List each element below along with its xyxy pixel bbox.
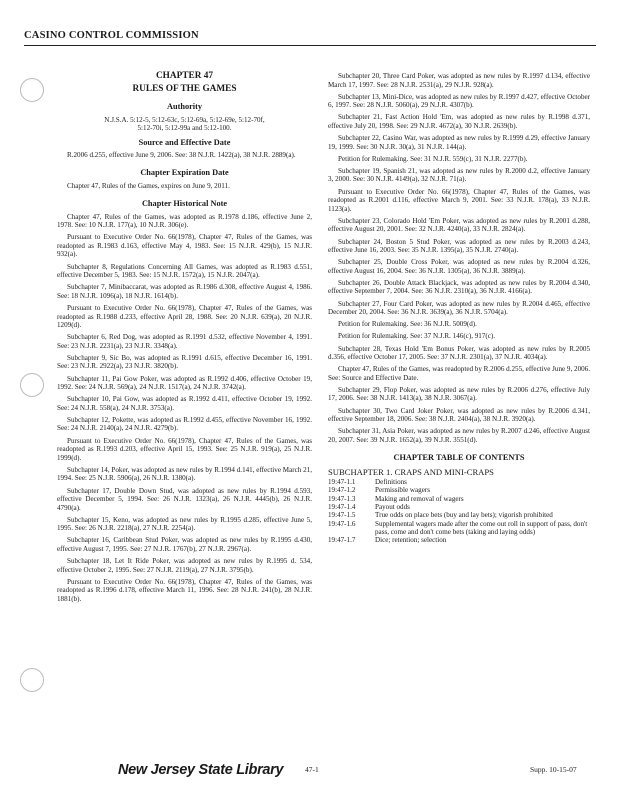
- toc-entry: [328, 520, 590, 537]
- history-notes: [57, 213, 312, 604]
- note-paragraph: Subchapter 14, Poker, was adopted as new rules by R.1994 d.141, effective March 21, 1994. See: 25 N.J.R. 5906(a), 26 N.J.R. 1380(a).: [57, 465, 312, 483]
- chapter-number: CHAPTER 47: [155, 71, 214, 81]
- history-heading: Chapter Historical Note: [141, 199, 228, 209]
- header-rule: [24, 45, 596, 46]
- source-text: R.2006 d.255, effective June 9, 2006. See: 38 N.J.R. 1422(a), 38 N.J.R. 2889(a).: [67, 151, 296, 160]
- note-paragraph: Chapter 47, Rules of the Games, was adopted as R.1978 d.186, effective June 2, 1978. See: 10 N.J.R. 177(a), 10 N.J.R. 306(e).: [57, 212, 312, 230]
- expiration-text: Chapter 47, Rules of the Games, expires on June 9, 2011.: [67, 181, 230, 190]
- note-paragraph: Subchapter 7, Minibaccarat, was adopted as R.1986 d.308, effective August 4, 1986. See: 18 N.J.R. 1096(a), 18 N.J.R. 1614(b).: [57, 283, 312, 300]
- toc-entry: [328, 536, 590, 544]
- note-paragraph: Petition for Rulemaking. See: 37 N.J.R. 146(c), 917(c).: [338, 332, 496, 341]
- page-header: CASINO CONTROL COMMISSION: [24, 30, 199, 41]
- toc-entry: [328, 503, 590, 511]
- history-notes-continued: [328, 72, 590, 444]
- toc-section-number: 19:47-1.6: [328, 519, 356, 528]
- note-paragraph: Subchapter 22, Casino War, was adopted as new rules by R.1999 d.29, effective January 19, 1999. See: 30 N.J.R. 30(a), 31 N.J.R. 144(a).: [328, 134, 590, 151]
- note-paragraph: Subchapter 8, Regulations Concerning All Games, was adopted as R.1983 d.551, effective December 5, 1983. See: 15 N.J.R. 1572(a), 15 N.J.R. 2047(a).: [57, 262, 312, 280]
- toc-section-title: Supplemental wagers made after the come out roll in support of pass, don't pass, come and don't come bets (taking and laying odds): [375, 519, 588, 536]
- toc-section-number: 19:47-1.2: [328, 486, 356, 495]
- toc-section-number: 19:47-1.4: [328, 502, 356, 511]
- note-paragraph: Subchapter 29, Flop Poker, was adopted as new rules by R.2006 d.276, effective July 17, 2006. See: 38 N.J.R. 1413(a), 38 N.J.R. 3067(a).: [328, 385, 590, 403]
- note-paragraph: Subchapter 11, Pai Gow Poker, was adopted as R.1992 d.406, effective October 19, 1992. See: 24 N.J.R. 569(a), 24 N.J.R. 1517(a), 24 N.J.R. 3742(a).: [57, 374, 312, 392]
- note-paragraph: Subchapter 12, Pokette, was adopted as R.1992 d.455, effective November 16, 1992. See: 24 N.J.R. 2140(a), 24 N.J.R. 4279(b).: [57, 415, 312, 433]
- note-paragraph: Chapter 47, Rules of the Games, was readopted by R.2006 d.255, effective June 9, 2006. See: Source and Effective Date.: [328, 365, 590, 382]
- note-paragraph: Subchapter 23, Colorado Hold 'Em Poker, was adopted as new rules by R.2001 d.288, effective August 20, 2001. See: 32 N.J.R. 4240(a), 33 N.J.R. 2824(a).: [328, 216, 590, 234]
- toc-list: [328, 478, 590, 544]
- page-footer: [0, 762, 619, 782]
- toc-section-title: True odds on place bets (buy and lay bets); vigorish prohibited: [375, 511, 553, 520]
- note-paragraph: Subchapter 9, Sic Bo, was adopted as R.1991 d.615, effective December 16, 1991. See: 23 N.J.R. 2922(a), 23 N.J.R. 3820(b).: [57, 353, 312, 371]
- note-paragraph: Pursuant to Executive Order No. 66(1978), Chapter 47, Rules of the Games, was readopted as R.2001 d.116, effective March 9, 2001. See: 33 N.J.R. 178(a), 33 N.J.R. 1123(a).: [328, 187, 590, 213]
- note-paragraph: Subchapter 10, Pai Gow, was adopted as R.1992 d.411, effective October 19, 1992. See: 24 N.J.R. 558(a), 24 N.J.R. 3753(a).: [57, 395, 312, 412]
- left-column: [57, 72, 312, 607]
- note-paragraph: Subchapter 18, Let It Ride Poker, was adopted as new rules by R.1995 d. 534, effective October 2, 1995. See: 27 N.J.R. 2119(a), 27 N.J.R. 3795(b).: [57, 557, 312, 574]
- supplement-date: Supp. 10-15-07: [530, 765, 577, 774]
- library-stamp: New Jersey State Library: [118, 762, 284, 778]
- toc-heading: CHAPTER TABLE OF CONTENTS: [393, 452, 525, 462]
- note-paragraph: Subchapter 27, Four Card Poker, was adopted as new rules by R.2004 d.465, effective December 20, 2004. See: 36 N.J.R. 3639(a), 36 N.J.R. 5704(a).: [328, 299, 590, 317]
- toc-section-title: Definitions: [375, 478, 407, 487]
- note-paragraph: Subchapter 15, Keno, was adopted as new rules by R.1995 d.285, effective June 5, 1995. See: 26 N.J.R. 2218(a), 27 N.J.R. 2254(a).: [57, 515, 312, 533]
- note-paragraph: Subchapter 16, Caribbean Stud Poker, was adopted as new rules by R.1995 d.430, effective August 7, 1995. See: 27 N.J.R. 1767(b), 27 N.J.R. 2967(a).: [57, 536, 312, 554]
- note-paragraph: Subchapter 13, Mini-Dice, was adopted as new rules by R.1997 d.427, effective October 6, 1997. See: 28 N.J.R. 5060(a), 29 N.J.R. 4307(b).: [328, 92, 590, 110]
- toc-entry: [328, 478, 590, 486]
- note-paragraph: Pursuant to Executive Order No. 66(1978), Chapter 47, Rules of the Games, was readopted as R.1996 d.178, effective March 11, 1996. See: 28 N.J.R. 241(b), 28 N.J.R. 1881(b).: [57, 577, 312, 603]
- binder-hole-icon: [20, 668, 44, 692]
- toc-section-title: Making and removal of wagers: [375, 494, 464, 503]
- authority-text: N.J.S.A. 5:12-5, 5:12-63c, 5:12-69a, 5:12-69e, 5:12-70f, 5:12-70i, 5:12-99a and 5:12-100.: [104, 115, 265, 133]
- note-paragraph: Subchapter 25, Double Cross Poker, was adopted as new rules by R.2004 d.326, effective August 16, 2004. See: 36 N.J.R. 1305(a), 36 N.J.R. 3889(a).: [328, 258, 590, 275]
- note-paragraph: Subchapter 19, Spanish 21, was adopted as new rules by R.2000 d.2, effective January 3, 2000. See: 30 N.J.R. 4149(a), 32 N.J.R. 71(a).: [328, 166, 590, 184]
- page-number: 47-1: [305, 765, 319, 774]
- toc-subchapter: SUBCHAPTER 1. CRAPS AND MINI-CRAPS: [328, 466, 494, 477]
- note-paragraph: Pursuant to Executive Order No. 66(1978), Chapter 47, Rules of the Games, was readopted as R.1993 d.203, effective April 15, 1993. See: 25 N.J.R. 919(a), 25 N.J.R. 1999(d).: [57, 436, 312, 462]
- note-paragraph: Subchapter 31, Asia Poker, was adopted as new rules by R.2007 d.246, effective August 20, 2007. See: 39 N.J.R. 1652(a), 39 N.J.R. 3551(d).: [328, 427, 590, 444]
- source-heading: Source and Effective Date: [138, 137, 231, 147]
- toc-section-title: Permissible wagers: [375, 486, 430, 495]
- note-paragraph: Subchapter 26, Double Attack Blackjack, was adopted as new rules by R.2004 d.340, effective September 7, 2004. See: 36 N.J.R. 2310(a), 36 N.J.R. 4166(a).: [328, 278, 590, 296]
- toc-section-number: 19:47-1.7: [328, 536, 356, 545]
- note-paragraph: Subchapter 20, Three Card Poker, was adopted as new rules by R.1997 d.134, effective March 17, 1997. See: 28 N.J.R. 2531(a), 29 N.J.R. 928(a).: [328, 72, 590, 89]
- expiration-heading: Chapter Expiration Date: [140, 168, 229, 178]
- note-paragraph: Subchapter 28, Texas Hold 'Em Bonus Poker, was adopted as new rules by R.2005 d.356, effective October 17, 2005. See: 37 N.J.R. 2301(a), 37 N.J.R. 4034(a).: [328, 344, 590, 362]
- note-paragraph: Subchapter 24, Boston 5 Stud Poker, was adopted as new rules by R.2003 d.243, effective June 16, 2003. See: 35 N.J.R. 1395(a), 35 N.J.R. 2740(a).: [328, 237, 590, 255]
- note-paragraph: Pursuant to Executive Order No. 66(1978), Chapter 47, Rules of the Games, was readopted as R.1983 d.163, effective May 4, 1983. See: 15 N.J.R. 429(b), 15 N.J.R. 932(a).: [57, 233, 312, 259]
- toc-entry: [328, 486, 590, 494]
- toc-section-number: 19:47-1.5: [328, 511, 356, 520]
- toc-section-number: 19:47-1.1: [328, 478, 356, 487]
- authority-heading: Authority: [166, 102, 203, 112]
- toc-section-title: Payout odds: [375, 502, 410, 511]
- toc-section-title: Dice; retention; selection: [375, 536, 447, 545]
- toc-section-number: 19:47-1.3: [328, 494, 356, 503]
- note-paragraph: Petition for Rulemaking. See: 31 N.J.R. 559(c), 31 N.J.R. 2277(b).: [338, 154, 528, 163]
- note-paragraph: Subchapter 30, Two Card Joker Poker, was adopted as new rules by R.2006 d.341, effective September 18, 2006. See: 38 N.J.R. 2404(a), 38 N.J.R. 3920(a).: [328, 406, 590, 424]
- binder-hole-icon: [20, 78, 44, 102]
- binder-hole-icon: [20, 373, 44, 397]
- toc-entry: [328, 511, 590, 519]
- note-paragraph: Pursuant to Executive Order No. 66(1978), Chapter 47, Rules of the Games, was readopted as R.1988 d.233, effective April 28, 1988. See: 20 N.J.R. 639(a), 20 N.J.R. 1209(d).: [57, 303, 312, 330]
- note-paragraph: Subchapter 6, Red Dog, was adopted as R.1991 d.532, effective November 4, 1991. See: 23 N.J.R. 2231(a), 23 N.J.R. 3348(a).: [57, 333, 312, 350]
- note-paragraph: Subchapter 17, Double Down Stud, was adopted as new rules by R.1994 d.593, effective December 5, 1994. See: 26 N.J.R. 1323(a), 26 N.J.R. 4445(b), 26 N.J.R. 4790(a).: [57, 486, 312, 512]
- note-paragraph: Petition for Rulemaking. See: 36 N.J.R. 5009(d).: [338, 320, 477, 329]
- toc-entry: [328, 495, 590, 503]
- note-paragraph: Subchapter 21, Fast Action Hold 'Em, was adopted as new rules by R.1998 d.371, effective July 20, 1998. See: 29 N.J.R. 4672(a), 30 N.J.R. 2639(b).: [328, 113, 590, 130]
- chapter-title: RULES OF THE GAMES: [132, 83, 237, 94]
- right-column: [328, 72, 590, 544]
